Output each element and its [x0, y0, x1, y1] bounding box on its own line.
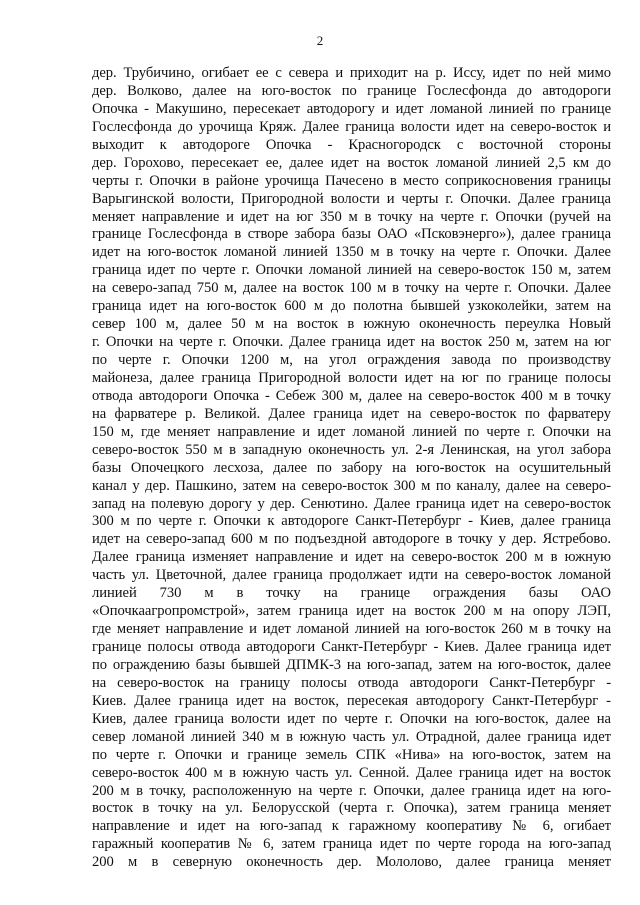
text-line: границе полосы отвода автодороги Санкт-Петербург - Киев. Далее граница идет — [92, 639, 611, 655]
page-number: 2 — [316, 33, 324, 48]
document-body — [92, 65, 611, 872]
text-line: дер. Горохово, пересекает ее, далее идет на восток ломаной линией 2,5 км до — [92, 154, 611, 171]
text-line: идет на северо-запад 600 м по подъездной автодороге в точку у дер. Ястребово. — [92, 531, 611, 548]
text-line: Гослесфонда до урочища Кряж. Далее граница волости идет на северо-восток и — [92, 118, 611, 135]
text-line: дер. Волково, далее на юго-восток по границе Гослесфонда до автодороги — [92, 82, 611, 99]
text-line: направление и идет на юго-запад к гаражному кооперативу № 6, огибает — [92, 818, 611, 835]
text-line: «Опочкаагропромстрой», затем граница идет на восток 200 м на опору ЛЭП, — [92, 603, 611, 620]
text-line: майонеза, далее граница Пригородной волости идет на юг по границе полосы — [92, 369, 611, 386]
text-line: Киев, далее граница волости идет по черте г. Опочки на юго-восток, далее на — [92, 710, 611, 727]
text-line: меняет направление и идет на юг 350 м в точку на черте г. Опочки (ручей на — [92, 208, 611, 225]
text-line: граница идет по черте г. Опочки ломаной линией на северо-восток 150 м, затем — [92, 262, 611, 279]
text-line: северо-восток 400 м в южную часть ул. Сенной. Далее граница идет на восток — [92, 764, 611, 781]
text-line: Опочка - Макушино, пересекает автодорогу и идет ломаной линией по границе — [92, 100, 611, 117]
text-line: Далее граница изменяет направление и идет на северо-восток 200 м в южную — [92, 549, 611, 566]
text-line: по черте г. Опочки 1200 м, на угол ограждения завода по производству — [92, 352, 611, 368]
text-line: запад на полевую дорогу у дер. Сенютино. Далее граница идет на северо-восток — [92, 495, 611, 512]
text-line: граница идет на юго-восток 600 м до полотна бывшей узкоколейки, затем на — [92, 298, 611, 315]
text-line: 200 м в точку, расположенную на черте г. Опочки, далее граница идет на юго- — [92, 782, 611, 799]
text-line: линией 730 м в точку на границе ограждения базы ОАО — [92, 585, 611, 602]
text-line: восток в точку на ул. Белорусской (черта г. Опочка), затем граница меняет — [92, 800, 611, 817]
text-line: 150 м, где меняет направление и идет ломаной линией по черте г. Опочки на — [92, 423, 611, 440]
text-line: г. Опочки на черте г. Опочки. Далее граница идет на восток 250 м, затем на юг — [92, 334, 611, 351]
text-line: гаражный кооператив № 6, затем граница идет по черте города на юго-запад — [92, 836, 611, 853]
text-line: часть ул. Цветочной, далее граница продолжает идти на северо-восток ломаной — [92, 567, 611, 584]
text-line: черты г. Опочки в районе урочища Пачесено в место соприкосновения границы — [92, 172, 611, 189]
text-line: 200 м в северную оконечность дер. Мололово, далее граница меняет — [92, 854, 611, 871]
text-line: северо-восток 550 м в западную оконечность ул. 2-я Ленинская, на угол забора — [92, 441, 611, 458]
text-line: где меняет направление и идет ломаной линией на юго-восток 260 м в точку на — [92, 621, 611, 638]
text-line: дер. Трубичино, огибает ее с севера и приходит на р. Иссу, идет по ней мимо — [92, 65, 611, 81]
text-line: 300 м по черте г. Опочки к автодороге Санкт-Петербург - Киев, далее граница — [92, 513, 611, 530]
text-line: базы Опочецкого лесхоза, далее по забору на юго-восток на осушительный — [92, 459, 611, 476]
text-line: идет на юго-восток ломаной линией 1350 м в точку на черте г. Опочки. Далее — [92, 244, 611, 261]
text-line: Киев. Далее граница идет на восток, пересекая автодорогу Санкт-Петербург - — [92, 692, 611, 709]
text-line: выходит к автодороге Опочка - Красногородск с восточной стороны — [92, 136, 611, 153]
text-line: на северо-восток на границу полосы отвода автодороги Санкт-Петербург - — [92, 674, 611, 691]
text-line: по ограждению базы бывшей ДПМК-3 на юго-запад, затем на юго-восток, далее — [92, 656, 611, 673]
text-line: Варыгинской волости, Пригородной волости и черты г. Опочки. Далее граница — [92, 190, 611, 207]
text-line: на северо-запад 750 м, далее на восток 100 м в точку на черте г. Опочки. Далее — [92, 280, 611, 297]
text-line: на фарватере р. Великой. Далее граница идет на северо-восток по фарватеру — [92, 405, 611, 422]
text-line: границе Гослесфонда в створе забора базы ОАО «Псковэнерго»), далее граница — [92, 226, 611, 243]
text-line: канал у дер. Пашкино, затем на северо-восток 300 м по каналу, далее на северо- — [92, 477, 611, 494]
text-line: север 100 м, далее 50 м на восток в южную оконечность переулка Новый — [92, 316, 611, 333]
text-line: отвода автодороги Опочка - Себеж 300 м, далее на северо-восток 400 м в точку — [92, 387, 611, 404]
text-line: север ломаной линией 340 м в южную часть ул. Отрадной, далее граница идет — [92, 728, 611, 745]
text-line: по черте г. Опочки и границе земель СПК «Нива» на юго-восток, затем на — [92, 746, 611, 763]
